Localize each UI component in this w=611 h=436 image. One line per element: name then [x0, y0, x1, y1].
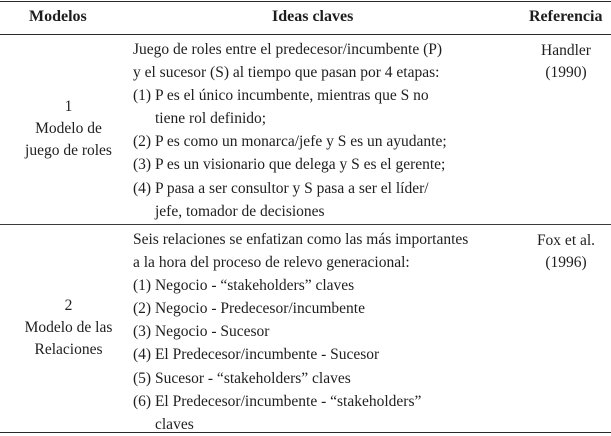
- row-2-idea-line: (2) Negocio - Predecesor/incumbente: [133, 300, 365, 318]
- row-1-reference-year: (1990): [545, 64, 587, 81]
- row-1-reference-cell: [524, 40, 608, 84]
- row-1-reference-author: Handler: [541, 42, 591, 59]
- row-divider: [0, 224, 611, 225]
- row-1-number: 1: [64, 98, 73, 115]
- row-2-idea-line: Seis relaciones se enfatizan como las más importantes: [133, 231, 469, 248]
- row-2-idea-line: a la hora del proceso de relevo generacional:: [133, 254, 410, 272]
- row-2-idea-line: (5) Sucesor - “stakeholders” claves: [133, 369, 351, 387]
- row-2-idea-line: (3) Negocio - Sucesor: [133, 323, 270, 341]
- row-2-number: 2: [64, 297, 73, 314]
- header-referencia: Referencia: [529, 8, 603, 25]
- table-top-rule: [0, 1, 611, 2]
- row-2-ideas-cell: [133, 228, 513, 436]
- row-2-idea-line: claves: [155, 415, 194, 433]
- row-1-idea-line: (2) P es como un monarca/jefe y S es un ayudante;: [133, 133, 447, 151]
- row-1-idea-line: tiene rol definido;: [155, 110, 267, 128]
- row-2-model-line-2: Relaciones: [34, 341, 103, 358]
- row-1-idea-line: (4) P pasa a ser consultor y S pasa a ser el líder/: [133, 179, 429, 197]
- row-1-model-cell: [0, 96, 137, 162]
- row-2-reference-cell: [524, 230, 608, 274]
- row-1-idea-line: Juego de roles entre el predecesor/incumbente (P): [133, 41, 443, 58]
- header-modelos: Modelos: [29, 8, 87, 25]
- row-1-idea-line: jefe, tomador de decisiones: [155, 202, 325, 220]
- header-rule: [0, 34, 611, 35]
- row-2-reference-year: (1996): [545, 254, 587, 271]
- row-1-idea-line: (3) P es un visionario que delega y S es el gerente;: [133, 156, 446, 174]
- row-1-idea-line: (1) P es el único incumbente, mientras que S no: [133, 87, 429, 105]
- row-2-idea-line: (1) Negocio - “stakeholders” claves: [133, 277, 355, 295]
- row-2-reference-author: Fox et al.: [536, 232, 596, 249]
- row-2-model-line-1: Modelo de las: [24, 319, 113, 336]
- row-1-idea-line: y el sucesor (S) al tiempo que pasan por 4 etapas:: [133, 64, 440, 82]
- row-1-ideas-cell: [133, 38, 513, 223]
- row-1-model-line-2: juego de roles: [25, 142, 112, 159]
- header-ideas-claves: Ideas claves: [272, 8, 354, 25]
- row-2-idea-line: (4) El Predecesor/incumbente - Sucesor: [133, 346, 380, 364]
- row-2-idea-line: (6) El Predecesor/incumbente - “stakeholders”: [133, 392, 422, 410]
- row-1-model-line-1: Modelo de: [35, 120, 102, 137]
- row-2-model-cell: [0, 295, 137, 361]
- table-bottom-rule: [0, 432, 611, 433]
